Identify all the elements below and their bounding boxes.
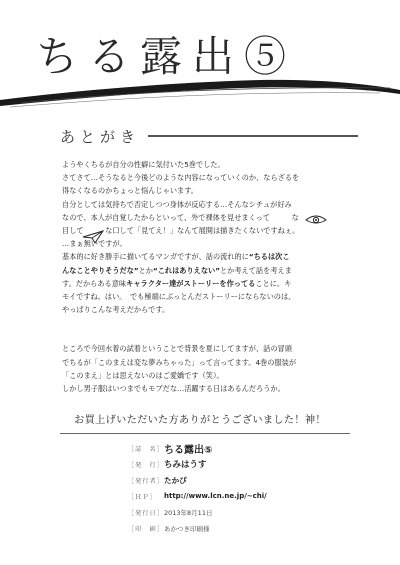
paragraph-gap (62, 329, 344, 342)
afterword-line: でちるが「このまえは変な夢みちゃった」って言ってます。4巻の服装が (62, 357, 297, 367)
colophon-row-publisher (128, 456, 348, 472)
afterword-line: 自分としては気持ちで否定しつつ身体が反応する…そんなシチュが好み (62, 199, 292, 209)
colophon-divider (60, 433, 350, 434)
colophon (128, 440, 348, 536)
paragraph-gap (62, 316, 344, 329)
afterword-line: …まぁ無いですが。 (62, 239, 127, 249)
page-title: ちる露出⑤ (36, 32, 297, 81)
afterword-text: な (291, 212, 299, 222)
afterword-line: やっぱりこんな考えだからです。 (62, 305, 170, 315)
colophon-value: たかぴ (164, 475, 187, 485)
afterword-text: なので、本人が自覚したからといって、外で裸体を見せまくって (62, 212, 271, 222)
colophon-value: 2013年8月11日 (164, 508, 213, 517)
afterword-heading: あとがき (60, 128, 141, 146)
homepage-link[interactable]: http://www.lcn.ne.jp/~chi/ (164, 492, 267, 500)
afterword-text: ことに。キ (255, 278, 292, 288)
colophon-value: ちみはうす (164, 460, 207, 470)
afterword-text: とか考えて話を考えま (219, 265, 292, 275)
afterword-line (62, 264, 344, 277)
afterword-text: な口して「見てえ！」なんて展開は描きたくないですねぇ。 (105, 226, 300, 236)
afterword-text: 目して (62, 226, 84, 236)
colophon-label: ［発行者］ (128, 477, 164, 485)
colophon-label: ［発 行］ (128, 461, 164, 469)
colophon-value: ちる露出⑤ (164, 444, 213, 456)
afterword-emphasis: “ちるは次こ (248, 252, 290, 262)
afterword-line: モイですね。はい。 でも極端にぶっとんだストーリーにならないのは、 (62, 292, 296, 302)
afterword-line: ところで今回水着の試着ということで背景を夏にしてますが、話の冒頭 (62, 344, 292, 354)
colophon-row-date (128, 504, 348, 520)
afterword-emphasis: キャラクター達がストーリーを作ってる (126, 278, 256, 288)
colophon-row-issuer (128, 472, 348, 488)
afterword-text: す。だからある意味 (62, 278, 127, 288)
paper-plane-icon (82, 230, 104, 244)
afterword-line: さてさて…そうなると今後どのような内容になっていくのか、ならざるを (62, 173, 300, 183)
afterword-line (62, 224, 344, 237)
afterword-line: しかし男子服はいつまでもモブだな…活躍する日はあるんだろうか。 (62, 384, 285, 394)
heading-underline (148, 135, 358, 137)
afterword-line (62, 211, 344, 224)
afterword-emphasis: んなことやりそうだな” (62, 265, 139, 275)
afterword-line: 「このまえ」とは思えないのはご愛嬌です（笑）。 (62, 370, 224, 380)
eye-icon (305, 214, 327, 226)
thanks-message: お買上げいただいた方ありがとうございました！神！ (74, 415, 326, 426)
colophon-label: ［印 刷］ (128, 525, 164, 533)
afterword-text: とか (138, 265, 153, 275)
afterword-emphasis: “これはありえない” (153, 265, 220, 275)
afterword-line (62, 277, 344, 290)
colophon-row-printer (128, 520, 348, 536)
colophon-row-homepage (128, 488, 348, 504)
afterword-line (62, 250, 344, 263)
colophon-label: ［発行日］ (128, 509, 164, 517)
afterword-body (62, 158, 344, 395)
colophon-row-title (128, 440, 348, 456)
afterword-line: ようやくちるが自分の性癖に気付いた5巻でした。 (62, 160, 225, 169)
afterword-text: 基本的に好き勝手に描いてるマンガですが、話の流れ的に (62, 252, 249, 262)
colophon-label: ［ＨＰ］ (128, 493, 157, 501)
afterword-line: 得なくなるのかちょっと悩んじゃいます。 (62, 186, 198, 196)
colophon-label: ［誌 名］ (128, 445, 164, 453)
colophon-value: あかつき印刷様 (164, 524, 210, 533)
brush-stroke-decoration (0, 60, 400, 120)
